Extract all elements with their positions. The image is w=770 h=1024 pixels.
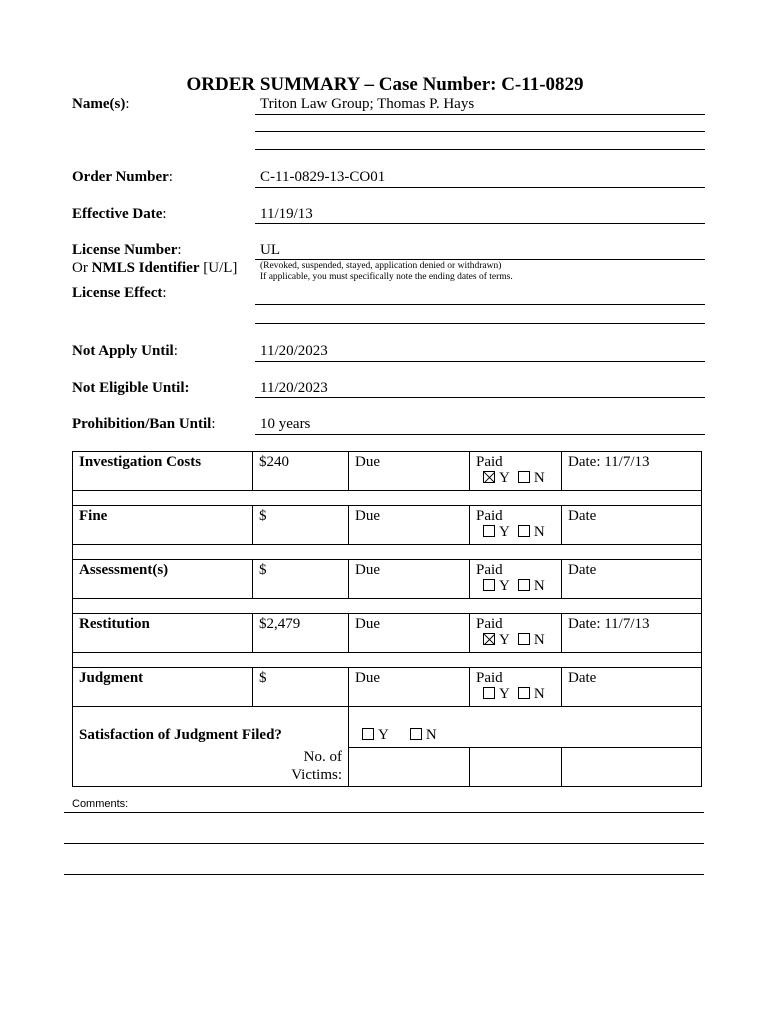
paid-no-label: N (533, 578, 545, 594)
names-line-1 (255, 114, 705, 115)
prohibition-line (255, 434, 705, 435)
fee-paid-label: Paid (476, 508, 503, 524)
fee-date: Date: 11/7/13 (562, 614, 702, 653)
paid-yes-label: Y (499, 524, 510, 540)
paid-no-checkbox[interactable] (518, 579, 530, 591)
fee-due: Due (349, 668, 470, 707)
effective-date-line (255, 223, 705, 224)
fee-date: Date: 11/7/13 (562, 452, 702, 491)
satisfaction-label-cell (73, 707, 349, 748)
victims-cell-3[interactable] (562, 748, 702, 787)
table-row (73, 560, 702, 599)
fee-paid-label: Paid (476, 616, 503, 632)
prohibition-value: 10 years (260, 416, 311, 432)
satisfaction-label: Satisfaction of Judgment Filed? (79, 727, 282, 743)
fee-amount: $ (253, 506, 349, 545)
fee-due: Due (349, 506, 470, 545)
paid-no-checkbox[interactable] (518, 687, 530, 699)
prohibition-label: Prohibition/Ban Until: (72, 416, 216, 432)
comments-line-3 (64, 874, 704, 875)
not-eligible-label: Not Eligible Until: (72, 380, 190, 396)
paid-yes-checkbox[interactable] (483, 471, 495, 483)
fee-paid-label: Paid (476, 670, 503, 686)
paid-yes-checkbox[interactable] (483, 633, 495, 645)
spacer-row (73, 599, 702, 614)
victims-row (73, 748, 702, 787)
spacer-row (73, 545, 702, 560)
spacer-cell (73, 653, 702, 668)
fee-amount: $2,479 (253, 614, 349, 653)
spacer-row (73, 653, 702, 668)
fee-paid-cell (470, 506, 562, 545)
fee-paid-cell (470, 614, 562, 653)
license-effect-note-1: (Revoked, suspended, stayed, application denied or withdrawn) (260, 261, 502, 271)
paid-no-label: N (533, 524, 545, 540)
not-apply-line (255, 361, 705, 362)
fee-amount: $ (253, 668, 349, 707)
license-effect-line-1 (255, 304, 705, 305)
fee-due: Due (349, 560, 470, 599)
paid-yes-checkbox[interactable] (483, 525, 495, 537)
fee-label: Restitution (73, 614, 253, 653)
license-effect-line-2 (255, 323, 705, 324)
victims-label-2: Victims: (291, 766, 342, 783)
nmls-label: Or NMLS Identifier [U/L] (72, 260, 238, 276)
paid-yes-label: Y (499, 470, 510, 486)
victims-label-1: No. of (303, 748, 342, 765)
not-eligible-line (255, 397, 705, 398)
not-apply-label: Not Apply Until: (72, 343, 178, 359)
names-label: Name(s): (72, 96, 130, 112)
fee-label: Judgment (73, 668, 253, 707)
license-number-label: License Number: (72, 242, 182, 258)
table-row (73, 506, 702, 545)
paid-no-checkbox[interactable] (518, 471, 530, 483)
fee-date: Date (562, 668, 702, 707)
paid-no-checkbox[interactable] (518, 525, 530, 537)
fee-date: Date (562, 506, 702, 545)
names-line-2 (255, 131, 705, 132)
comments-line-1 (64, 812, 704, 813)
paid-no-label: N (533, 632, 545, 648)
license-number-value: UL (260, 242, 280, 258)
table-row (73, 452, 702, 491)
fee-amount: $ (253, 560, 349, 599)
fee-paid-cell (470, 452, 562, 491)
satisfaction-no-label: N (425, 727, 437, 743)
satisfaction-no-checkbox[interactable] (410, 728, 422, 740)
paid-yes-label: Y (499, 686, 510, 702)
names-line-3 (255, 149, 705, 150)
effective-date-value: 11/19/13 (260, 206, 313, 222)
comments-line-2 (64, 843, 704, 844)
spacer-row (73, 491, 702, 506)
fee-paid-label: Paid (476, 454, 503, 470)
fee-paid-cell (470, 560, 562, 599)
page-title: ORDER SUMMARY – Case Number: C-11-0829 (186, 74, 584, 95)
comments-label: Comments: (72, 798, 129, 810)
paid-no-label: N (533, 686, 545, 702)
order-number-line (255, 187, 705, 188)
fee-label: Fine (73, 506, 253, 545)
paid-no-checkbox[interactable] (518, 633, 530, 645)
table-row (73, 668, 702, 707)
victims-label-cell (73, 748, 349, 787)
satisfaction-yes-checkbox[interactable] (362, 728, 374, 740)
satisfaction-checks (349, 707, 702, 748)
names-value: Triton Law Group; Thomas P. Hays (260, 96, 475, 112)
paid-no-label: N (533, 470, 545, 486)
not-apply-value: 11/20/2023 (260, 343, 328, 359)
effective-date-label: Effective Date: (72, 206, 167, 222)
satisfaction-row (73, 707, 702, 748)
fee-date: Date (562, 560, 702, 599)
license-effect-label: License Effect: (72, 285, 167, 301)
victims-cell-2[interactable] (470, 748, 562, 787)
fee-due: Due (349, 452, 470, 491)
fee-label: Investigation Costs (73, 452, 253, 491)
order-number-value: C-11-0829-13-CO01 (260, 169, 386, 185)
not-eligible-value: 11/20/2023 (260, 380, 328, 396)
fee-label: Assessment(s) (73, 560, 253, 599)
satisfaction-yes-label: Y (378, 727, 389, 743)
victims-cell-1[interactable] (349, 748, 470, 787)
fee-amount: $240 (253, 452, 349, 491)
paid-yes-checkbox[interactable] (483, 579, 495, 591)
paid-yes-label: Y (499, 578, 510, 594)
fee-due: Due (349, 614, 470, 653)
license-number-line (255, 259, 705, 260)
spacer-cell (73, 491, 702, 506)
license-effect-note-2: If applicable, you must specifically note the ending dates of terms. (260, 272, 513, 282)
order-number-label: Order Number: (72, 169, 173, 185)
table-row (73, 614, 702, 653)
spacer-cell (73, 545, 702, 560)
fees-table (72, 451, 702, 787)
paid-yes-label: Y (499, 632, 510, 648)
spacer-cell (73, 599, 702, 614)
fee-paid-cell (470, 668, 562, 707)
fee-paid-label: Paid (476, 562, 503, 578)
paid-yes-checkbox[interactable] (483, 687, 495, 699)
